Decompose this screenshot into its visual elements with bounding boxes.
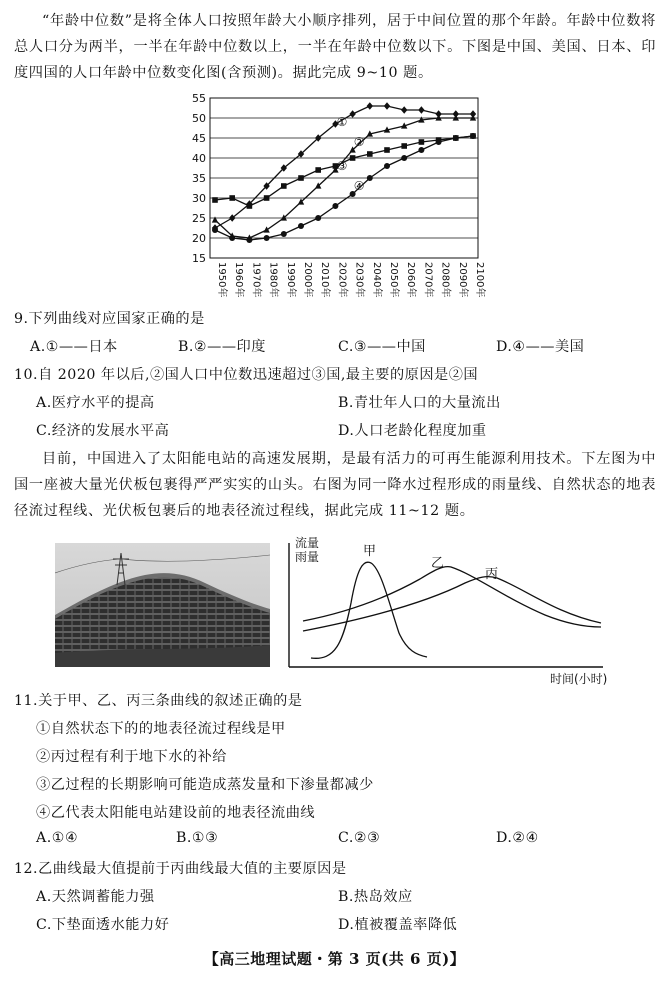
q11-statement-4: ④乙代表太阳能电站建设前的地表径流曲线 xyxy=(36,805,316,821)
q9-option-d[interactable]: D.④——美国 xyxy=(496,339,585,355)
data-point xyxy=(367,102,373,110)
q11-option-c[interactable]: C.②③ xyxy=(338,830,381,846)
page-footer: 【高三地理试题・第 3 页(共 6 页)】 xyxy=(203,950,466,968)
q12-option-c[interactable]: C.下垫面透水能力好 xyxy=(36,917,170,933)
q11-stem: 11.关于甲、乙、丙三条曲线的叙述正确的是 xyxy=(14,693,303,709)
data-point xyxy=(384,102,390,110)
y-tick-label: 50 xyxy=(192,112,206,125)
data-point xyxy=(367,151,373,157)
x-tick-label: 2060年 xyxy=(405,262,417,298)
runoff-x-label: 时间(小时) xyxy=(550,672,608,686)
x-tick-label: 1970年 xyxy=(250,262,262,298)
curve-jia-label: 甲 xyxy=(363,544,377,559)
x-tick-label: 1960年 xyxy=(233,262,245,298)
x-tick-label: 2100年 xyxy=(474,262,485,298)
x-tick-label: 2080年 xyxy=(439,262,451,298)
x-tick-label: 1950年 xyxy=(216,262,227,298)
data-point xyxy=(401,143,407,149)
y-tick-label: 20 xyxy=(192,232,206,245)
data-point xyxy=(436,139,442,145)
data-point xyxy=(281,231,287,237)
series-label: ② xyxy=(353,135,365,149)
q9-stem: 9.下列曲线对应国家正确的是 xyxy=(14,311,205,327)
q12-option-d[interactable]: D.植被覆盖率降低 xyxy=(338,917,458,933)
data-point xyxy=(384,147,390,153)
series-label: ④ xyxy=(353,179,365,193)
q12-option-a[interactable]: A.天然调蓄能力强 xyxy=(36,889,155,905)
q10-option-c[interactable]: C.经济的发展水平高 xyxy=(36,423,170,439)
data-point xyxy=(453,135,459,141)
data-point xyxy=(350,155,356,161)
data-point xyxy=(418,147,424,153)
q12-stem: 12.乙曲线最大值提前于丙曲线最大值的主要原因是 xyxy=(14,861,347,877)
q9-option-c[interactable]: C.③——中国 xyxy=(338,339,426,355)
x-tick-label: 1980年 xyxy=(267,262,279,298)
median-age-chart xyxy=(180,90,490,305)
x-tick-label: 2050年 xyxy=(388,262,399,298)
data-point xyxy=(332,203,338,209)
x-tick-label: 1990年 xyxy=(284,262,296,298)
data-point xyxy=(212,227,218,233)
x-tick-label: 2030年 xyxy=(353,262,365,298)
data-point xyxy=(349,110,355,118)
data-point xyxy=(419,139,425,145)
series-label: ③ xyxy=(336,159,348,173)
q11-statement-1: ①自然状态下的的地表径流过程线是甲 xyxy=(36,721,286,737)
data-point xyxy=(470,133,476,139)
curve-bing-label: 丙 xyxy=(485,567,499,582)
x-tick-label: 2070年 xyxy=(422,262,434,298)
curve-yi-label: 乙 xyxy=(431,556,445,571)
runoff-chart xyxy=(285,533,615,688)
data-point xyxy=(401,106,407,114)
y-tick-label: 35 xyxy=(192,172,206,185)
q12-option-b[interactable]: B.热岛效应 xyxy=(338,889,413,905)
q11-statement-3: ③乙过程的长期影响可能造成蒸发量和下渗量都减少 xyxy=(36,777,374,793)
y-tick-label: 45 xyxy=(192,132,206,145)
q10-option-d[interactable]: D.人口老龄化程度加重 xyxy=(338,423,487,439)
q10-option-b[interactable]: B.青壮年人口的大量流出 xyxy=(338,395,501,411)
y-tick-label: 15 xyxy=(192,252,206,265)
data-point xyxy=(298,175,304,181)
data-point xyxy=(367,175,373,181)
data-point xyxy=(229,235,235,241)
y-tick-label: 30 xyxy=(192,192,206,205)
y-tick-label: 40 xyxy=(192,152,206,165)
q11-option-d[interactable]: D.②④ xyxy=(496,830,539,846)
q10-stem: 10.自 2020 年以后,②国人口中位数迅速超过③国,最主要的原因是②国 xyxy=(14,367,479,383)
y-tick-label: 25 xyxy=(192,212,206,225)
data-point xyxy=(247,203,253,209)
data-point xyxy=(315,167,321,173)
x-tick-label: 2090年 xyxy=(456,262,468,298)
q11-option-a[interactable]: A.①④ xyxy=(36,830,79,846)
data-point xyxy=(401,155,407,161)
solar-paragraph: 目前，中国进入了太阳能电站的高速发展期，是最有活力的可再生能源利用技术。下左图为中国一座被大量光伏板包裹得严严实实的山头。右图为同一降水过程形成的雨量线、自然状态的地表径流过程线、光伏板包裹后的地表径流过程线，据此完成 11~12 题。 xyxy=(14,451,656,519)
data-point xyxy=(212,197,218,203)
q11-option-b[interactable]: B.①③ xyxy=(176,830,219,846)
data-point xyxy=(418,106,424,114)
data-point xyxy=(212,216,218,222)
data-point xyxy=(229,195,235,201)
x-tick-label: 2020年 xyxy=(336,262,348,298)
series-line xyxy=(215,136,473,240)
data-point xyxy=(384,163,390,169)
q11-statement-2: ②丙过程有利于地下水的补给 xyxy=(36,749,227,765)
runoff-y-label-2: 雨量 xyxy=(295,550,320,564)
data-point xyxy=(246,237,252,243)
pv-hill-photo xyxy=(55,543,270,667)
data-point xyxy=(264,235,270,241)
data-point xyxy=(298,223,304,229)
q9-option-a[interactable]: A.①——日本 xyxy=(30,339,118,355)
data-point xyxy=(264,195,270,201)
q10-option-a[interactable]: A.医疗水平的提高 xyxy=(36,395,155,411)
series-label: ① xyxy=(336,115,348,129)
x-tick-label: 2010年 xyxy=(319,262,331,298)
data-point xyxy=(315,215,321,221)
y-tick-label: 55 xyxy=(192,92,206,105)
x-tick-label: 2000年 xyxy=(302,262,313,298)
data-point xyxy=(263,226,269,232)
curve-jia xyxy=(311,562,427,658)
data-point xyxy=(281,183,287,189)
runoff-y-label-1: 流量 xyxy=(295,536,320,550)
curve-bing xyxy=(303,577,601,631)
q9-option-b[interactable]: B.②——印度 xyxy=(178,339,266,355)
x-tick-label: 2040年 xyxy=(370,262,382,298)
intro-paragraph: “年龄中位数”是将全体人口按照年龄大小顺序排列，居于中间位置的那个年龄。年龄中位数将总人口分为两半，一半在年龄中位数以上，一半在年龄中位数以下。下图是中国、美国、日本、印度四国的人口年龄中位数变化图(含预测)。据此完成 9~10 题。 xyxy=(14,13,656,81)
